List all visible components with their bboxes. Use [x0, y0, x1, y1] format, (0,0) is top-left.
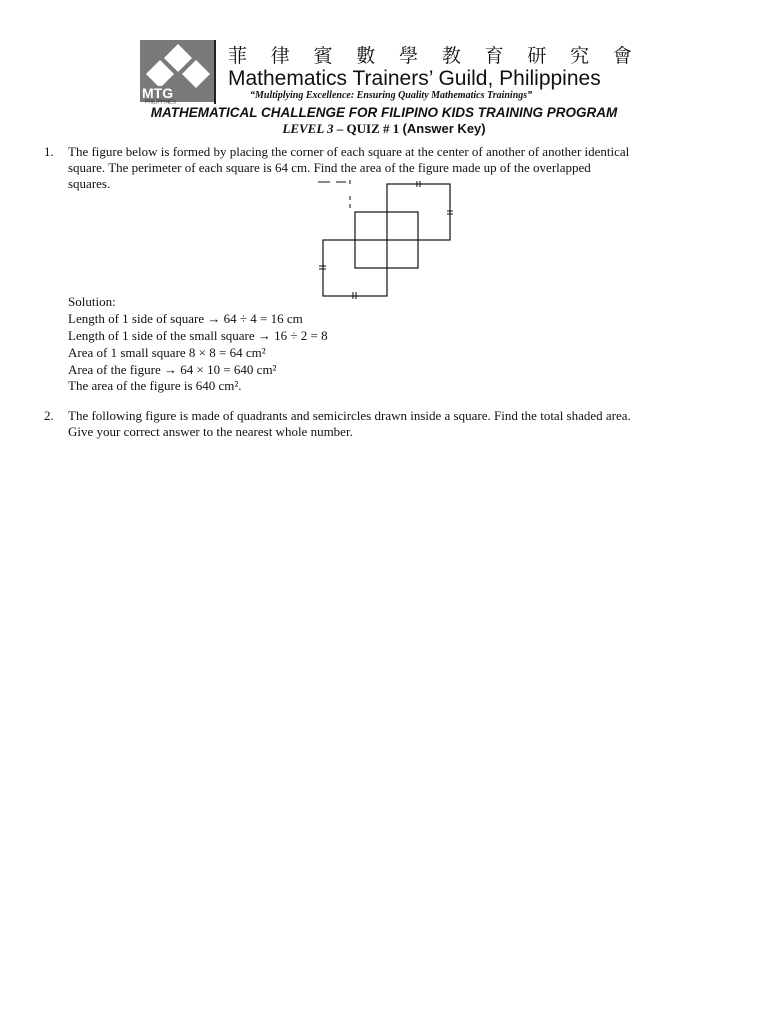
quiz-subtitle [0, 121, 768, 137]
chinese-char: 菲 [228, 45, 248, 67]
question-text-line: The figure below is formed by placing the corner of each square at the center of another of another identical [68, 144, 630, 159]
question-text-line: Give your correct answer to the nearest whole number. [68, 424, 353, 439]
mtg-logo [140, 40, 216, 104]
chinese-char: 育 [484, 45, 504, 67]
motto: “Multiplying Excellence: Ensuring Quality Mathematics Trainings” [250, 90, 533, 101]
solution-step: Area of the figure → 64 × 10 = 640 cm² [68, 362, 277, 377]
chinese-char: 研 [527, 45, 547, 67]
question-number: 2. [44, 408, 54, 423]
question-text-line: square. The perimeter of each square is 64 cm. Find the area of the figure made up of the overlapped [68, 160, 591, 175]
question-text-line: The following figure is made of quadrants and semicircles drawn inside a square. Find the total shaded area. [68, 408, 631, 423]
chinese-char: 教 [441, 45, 461, 67]
dash: – [333, 121, 347, 136]
solution-heading: Solution: [68, 294, 116, 309]
question-text-line: squares. [68, 176, 111, 191]
chinese-char: 學 [399, 45, 419, 67]
solution-step: Length of 1 side of the small square → 16 ÷ 2 = 8 [68, 328, 328, 343]
level-label: LEVEL 3 [282, 121, 334, 136]
program-title: MATHEMATICAL CHALLENGE FOR FILIPINO KIDS TRAINING PROGRAM [150, 105, 618, 120]
solution-step: Length of 1 side of square → 64 ÷ 4 = 16 cm [68, 311, 303, 326]
solution-step: The area of the figure is 640 cm². [68, 378, 242, 393]
chinese-char: 律 [270, 45, 290, 67]
overlapping-squares-figure [316, 176, 456, 300]
chinese-char: 數 [356, 45, 376, 67]
chinese-char: 會 [612, 45, 632, 67]
answer-key-label: (Answer Key) [402, 121, 486, 136]
logo-subtext: PHILIPPINES [145, 99, 176, 104]
logo-text: MTG [142, 85, 174, 101]
organization-name: Mathematics Trainers’ Guild, Philippines [228, 67, 601, 90]
chinese-char: 究 [570, 45, 590, 67]
chinese-char: 賓 [313, 45, 333, 67]
question-number: 1. [44, 144, 54, 159]
solution-step: Area of 1 small square 8 × 8 = 64 cm² [68, 345, 266, 360]
quiz-label: QUIZ # 1 [346, 121, 400, 136]
